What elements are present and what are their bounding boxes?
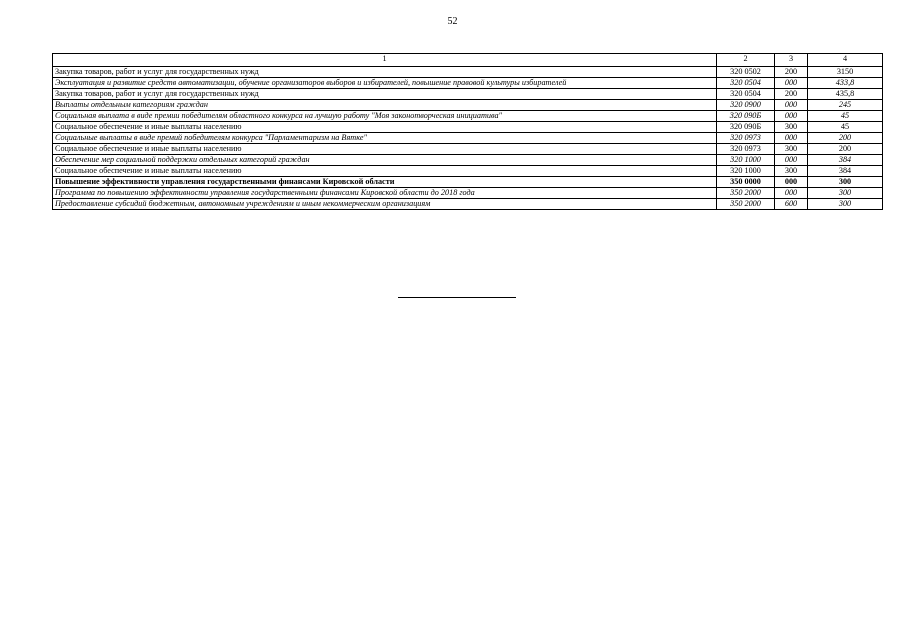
row-type-cell: 200 [775, 89, 808, 100]
table-row [53, 188, 883, 199]
row-amount-cell: 3150 [808, 67, 883, 78]
row-name-cell: Программа по повышению эффективности управления государственными финансами Кировской области до 2018 года [53, 188, 717, 199]
row-code-cell: 320 1000 [717, 155, 775, 166]
table-row [53, 100, 883, 111]
row-name-cell: Социальное обеспечение и иные выплаты населению [53, 144, 717, 155]
row-type-cell: 000 [775, 133, 808, 144]
column-header-1: 1 [53, 54, 717, 67]
row-type-cell: 300 [775, 166, 808, 177]
row-amount-cell: 435,8 [808, 89, 883, 100]
row-code-cell: 320 0973 [717, 133, 775, 144]
table-row [53, 144, 883, 155]
table-row [53, 89, 883, 100]
row-name-cell: Закупка товаров, работ и услуг для государственных нужд [53, 67, 717, 78]
row-type-cell: 300 [775, 144, 808, 155]
table-header-row [53, 54, 883, 67]
row-type-cell: 000 [775, 78, 808, 89]
row-code-cell: 320 0504 [717, 78, 775, 89]
row-amount-cell: 384 [808, 166, 883, 177]
row-code-cell: 350 2000 [717, 199, 775, 210]
row-amount-cell: 200 [808, 144, 883, 155]
row-code-cell: 320 1000 [717, 166, 775, 177]
page-number: 52 [447, 16, 458, 27]
row-code-cell: 320 0502 [717, 67, 775, 78]
row-name-cell: Выплаты отдельным категориям граждан [53, 100, 717, 111]
row-amount-cell: 245 [808, 100, 883, 111]
row-code-cell: 320 0504 [717, 89, 775, 100]
table-row [53, 177, 883, 188]
row-amount-cell: 45 [808, 122, 883, 133]
row-code-cell: 320 0900 [717, 100, 775, 111]
row-name-cell: Социальное обеспечение и иные выплаты населению [53, 122, 717, 133]
row-name-cell: Социальные выплаты в виде премий победителям конкурса "Парламентаризм на Вятке" [53, 133, 717, 144]
table-row [53, 133, 883, 144]
table-row [53, 166, 883, 177]
row-code-cell: 320 090Б [717, 122, 775, 133]
row-name-cell: Закупка товаров, работ и услуг для государственных нужд [53, 89, 717, 100]
row-code-cell: 320 0973 [717, 144, 775, 155]
row-name-cell: Повышение эффективности управления государственными финансами Кировской области [53, 177, 717, 188]
row-name-cell: Предоставление субсидий бюджетным, автономным учреждениям и иным некоммерческим организациям [53, 199, 717, 210]
row-code-cell: 320 090Б [717, 111, 775, 122]
row-amount-cell: 300 [808, 199, 883, 210]
row-name-cell: Эксплуатация и развитие средств автоматизации, обучение организаторов выборов и избирателей, повышение правовой культуры избирателей [53, 78, 717, 89]
row-name-cell: Социальное обеспечение и иные выплаты населению [53, 166, 717, 177]
table-row [53, 199, 883, 210]
table-row [53, 111, 883, 122]
table-row [53, 155, 883, 166]
row-amount-cell: 200 [808, 133, 883, 144]
row-type-cell: 000 [775, 100, 808, 111]
table-row [53, 67, 883, 78]
row-type-cell: 000 [775, 111, 808, 122]
budget-table [52, 53, 883, 210]
table-body [53, 67, 883, 210]
column-header-2: 2 [717, 54, 775, 67]
row-name-cell: Социальная выплата в виде премии победителям областного конкурса на лучшую работу "Моя законотворческая инициатива" [53, 111, 717, 122]
table-row [53, 78, 883, 89]
row-type-cell: 000 [775, 188, 808, 199]
table-row [53, 122, 883, 133]
row-amount-cell: 300 [808, 188, 883, 199]
column-header-3: 3 [775, 54, 808, 67]
row-amount-cell: 433,8 [808, 78, 883, 89]
row-type-cell: 000 [775, 177, 808, 188]
row-name-cell: Обеспечение мер социальной поддержки отдельных категорий граждан [53, 155, 717, 166]
row-code-cell: 350 2000 [717, 188, 775, 199]
row-amount-cell: 45 [808, 111, 883, 122]
row-amount-cell: 384 [808, 155, 883, 166]
footer-rule [398, 297, 516, 298]
column-header-4: 4 [808, 54, 883, 67]
row-amount-cell: 300 [808, 177, 883, 188]
row-type-cell: 300 [775, 122, 808, 133]
row-type-cell: 000 [775, 155, 808, 166]
row-type-cell: 600 [775, 199, 808, 210]
row-code-cell: 350 0000 [717, 177, 775, 188]
row-type-cell: 200 [775, 67, 808, 78]
